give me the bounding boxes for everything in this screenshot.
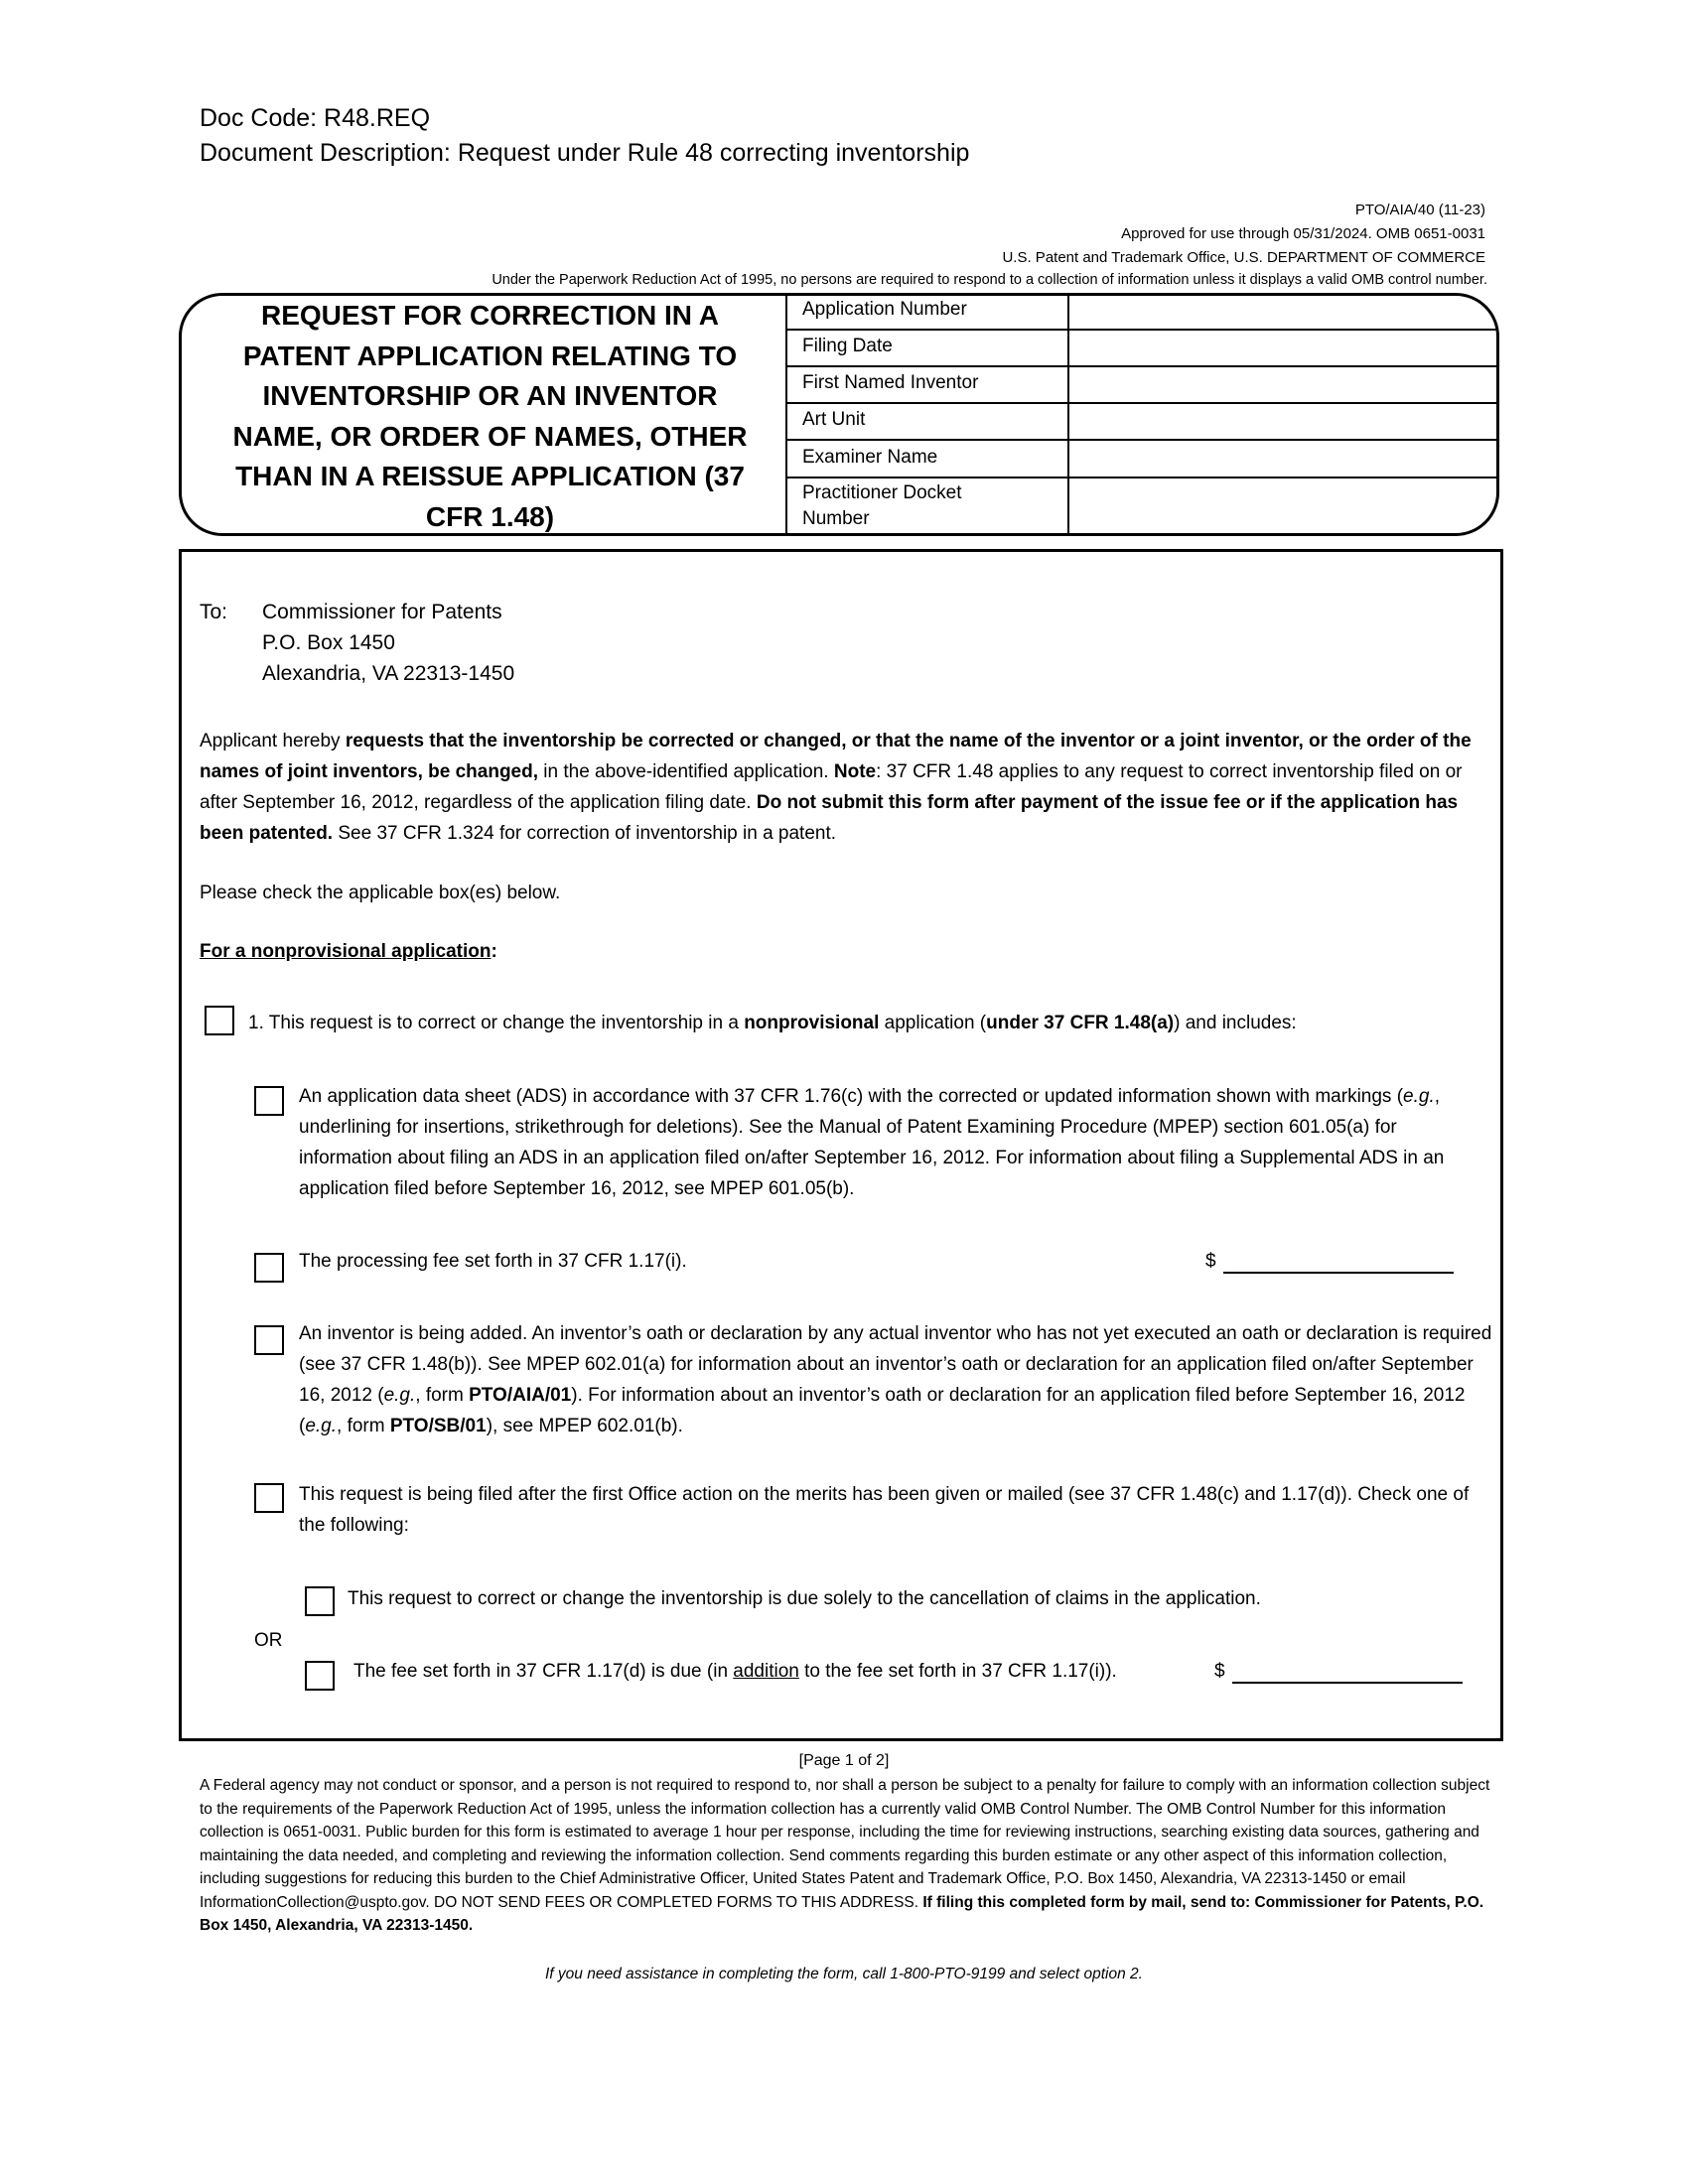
dollar-sign: $ bbox=[1205, 1251, 1216, 1272]
inventor-added-text: An inventor is being added. An inventor’s oath or declaration by any actual inventor who has not yet executed an oath or declaration is required (see 37 CFR 1.48(b)). See MPEP 602.01(a) for information about an inventor’s oath or declaration for an application filed on/after September 16, 2012 (e.g., form PTO/AIA/01). For information about an inventor’s oath or declaration for an application filed before September 16, 2012 (e.g., form PTO/SB/01), see MPEP 602.01(b). bbox=[299, 1323, 1492, 1436]
address-line: Commissioner for Patents bbox=[262, 601, 502, 623]
nonprovisional-checkbox[interactable] bbox=[205, 1006, 234, 1035]
form-number: PTO/AIA/40 (11-23) bbox=[1354, 202, 1485, 218]
application-number-label: Application Number bbox=[802, 299, 967, 320]
field-underline bbox=[1069, 329, 1496, 331]
first-named-inventor-field[interactable] bbox=[1077, 370, 1475, 398]
agency-name: U.S. Patent and Trademark Office, U.S. DEPARTMENT OF COMMERCE bbox=[1002, 249, 1485, 266]
art-unit-label: Art Unit bbox=[802, 409, 866, 430]
processing-fee-amount-field[interactable] bbox=[1223, 1250, 1454, 1274]
field-underline bbox=[1069, 402, 1496, 404]
field-divider bbox=[785, 402, 1069, 404]
doc-description: Document Description: Request under Rule 48 correcting inventorship bbox=[200, 139, 970, 167]
field-divider bbox=[785, 477, 1069, 478]
item1-text: 1. This request is to correct or change the inventorship in a nonprovisional application (under 37 CFR 1.48(a)) and includes: bbox=[248, 1013, 1297, 1033]
section-heading: For a nonprovisional application: bbox=[200, 941, 497, 962]
check-instruction: Please check the applicable box(es) below. bbox=[200, 883, 561, 903]
processing-fee-checkbox[interactable] bbox=[254, 1253, 284, 1283]
omb-approval: Approved for use through 05/31/2024. OMB 0651-0031 bbox=[1121, 225, 1485, 242]
divider bbox=[1067, 295, 1069, 534]
first-named-inventor-label: First Named Inventor bbox=[802, 372, 979, 393]
docket-number-label: Practitioner Docket Number bbox=[802, 482, 962, 529]
divider bbox=[785, 295, 787, 534]
field-underline bbox=[1069, 477, 1496, 478]
inventor-added-checkbox[interactable] bbox=[254, 1325, 284, 1355]
fee-due-text: The fee set forth in 37 CFR 1.17(d) is due (in addition to the fee set forth in 37 CFR 1.17(i)). bbox=[353, 1661, 1117, 1682]
ads-text: An application data sheet (ADS) in accordance with 37 CFR 1.76(c) with the corrected or updated information shown with markings (e.g., underlining for insertions, strikethrough for deletions). See the Manual of Patent Examining Procedure (MPEP) section 601.05(a) for information about filing an ADS in an application filed on/after September 16, 2012. For information about filing a Supplemental ADS in an application filed before September 16, 2012, see MPEP 601.05(b). bbox=[299, 1086, 1445, 1199]
art-unit-field[interactable] bbox=[1077, 407, 1475, 435]
field-divider bbox=[785, 439, 1069, 441]
filing-date-field[interactable] bbox=[1077, 334, 1475, 361]
address-line: P.O. Box 1450 bbox=[262, 631, 395, 654]
cancellation-text: This request to correct or change the inventorship is due solely to the cancellation of claims in the application. bbox=[348, 1588, 1261, 1609]
burden-statement: A Federal agency may not conduct or sponsor, and a person is not required to respond to, nor shall a person be subject to a penalty for failure to comply with an information collection subject to the requirements of the Paperwork Reduction Act of 1995, unless the information collection has a currently valid OMB Control Number. The OMB Control Number for this information collection is 0651-0031. Public burden for this form is estimated to average 1 hour per response, including the time for reviewing instructions, searching existing data sources, gathering and maintaining the data needed, and completing and reviewing the information collection. Send comments regarding this burden estimate or any other aspect of this information collection, including suggestions for reducing this burden to the Chief Administrative Officer, United States Patent and Trademark Office, P.O. Box 1450, Alexandria, VA 22313-1450 or email InformationCollection@uspto.gov. DO NOT SEND FEES OR COMPLETED FORMS TO THIS ADDRESS. If filing this completed form by mail, send to: Commissioner for Patents, P.O. Box 1450, Alexandria, VA 22313-1450. bbox=[200, 1777, 1490, 1934]
filing-date-label: Filing Date bbox=[802, 336, 893, 356]
intro-paragraph: Applicant hereby requests that the inventorship be corrected or changed, or that the name of the inventor or a joint inventor, or the order of the names of joint inventors, be changed, in the above-identified application. Note: 37 CFR 1.48 applies to any request to correct inventorship filed on or after September 16, 2012, regardless of the application filing date. Do not submit this form after payment of the issue fee or if the application has been patented. See 37 CFR 1.324 for correction of inventorship in a patent. bbox=[200, 731, 1472, 844]
fee-due-checkbox[interactable] bbox=[305, 1661, 335, 1691]
field-underline bbox=[1069, 365, 1496, 367]
processing-fee-text: The processing fee set forth in 37 CFR 1.17(i). bbox=[299, 1251, 687, 1272]
cancellation-checkbox[interactable] bbox=[305, 1586, 335, 1616]
fee-due-amount-field[interactable] bbox=[1232, 1660, 1463, 1684]
page-number: [Page 1 of 2] bbox=[798, 1752, 890, 1769]
doc-code: Doc Code: R48.REQ bbox=[200, 104, 431, 132]
ads-checkbox[interactable] bbox=[254, 1086, 284, 1116]
or-label: OR bbox=[254, 1630, 283, 1651]
after-office-action-checkbox[interactable] bbox=[254, 1483, 284, 1513]
after-office-action-text: This request is being filed after the first Office action on the merits has been given or mailed (see 37 CFR 1.48(c) and 1.17(d)). Check one of the following: bbox=[299, 1484, 1470, 1536]
dollar-sign: $ bbox=[1214, 1661, 1225, 1682]
address-line: Alexandria, VA 22313-1450 bbox=[262, 662, 515, 685]
field-divider bbox=[785, 365, 1069, 367]
examiner-name-field[interactable] bbox=[1077, 445, 1475, 473]
to-label: To: bbox=[200, 601, 228, 623]
pra-notice: Under the Paperwork Reduction Act of 1995, no persons are required to respond to a collection of information unless it displays a valid OMB control number. bbox=[492, 272, 1487, 288]
assistance-note: If you need assistance in completing the form, call 1-800-PTO-9199 and select option 2. bbox=[545, 1966, 1143, 1982]
docket-number-field[interactable] bbox=[1077, 491, 1475, 519]
field-divider bbox=[785, 329, 1069, 331]
examiner-name-label: Examiner Name bbox=[802, 447, 938, 468]
form-title: REQUEST FOR CORRECTION IN A PATENT APPLICATION RELATING TO INVENTORSHIP OR AN INVENTOR NAME, OR ORDER OF NAMES, OTHER THAN IN A REISSUE APPLICATION (37 CFR 1.48) bbox=[232, 300, 748, 532]
field-underline bbox=[1069, 439, 1496, 441]
application-number-field[interactable] bbox=[1077, 297, 1475, 325]
